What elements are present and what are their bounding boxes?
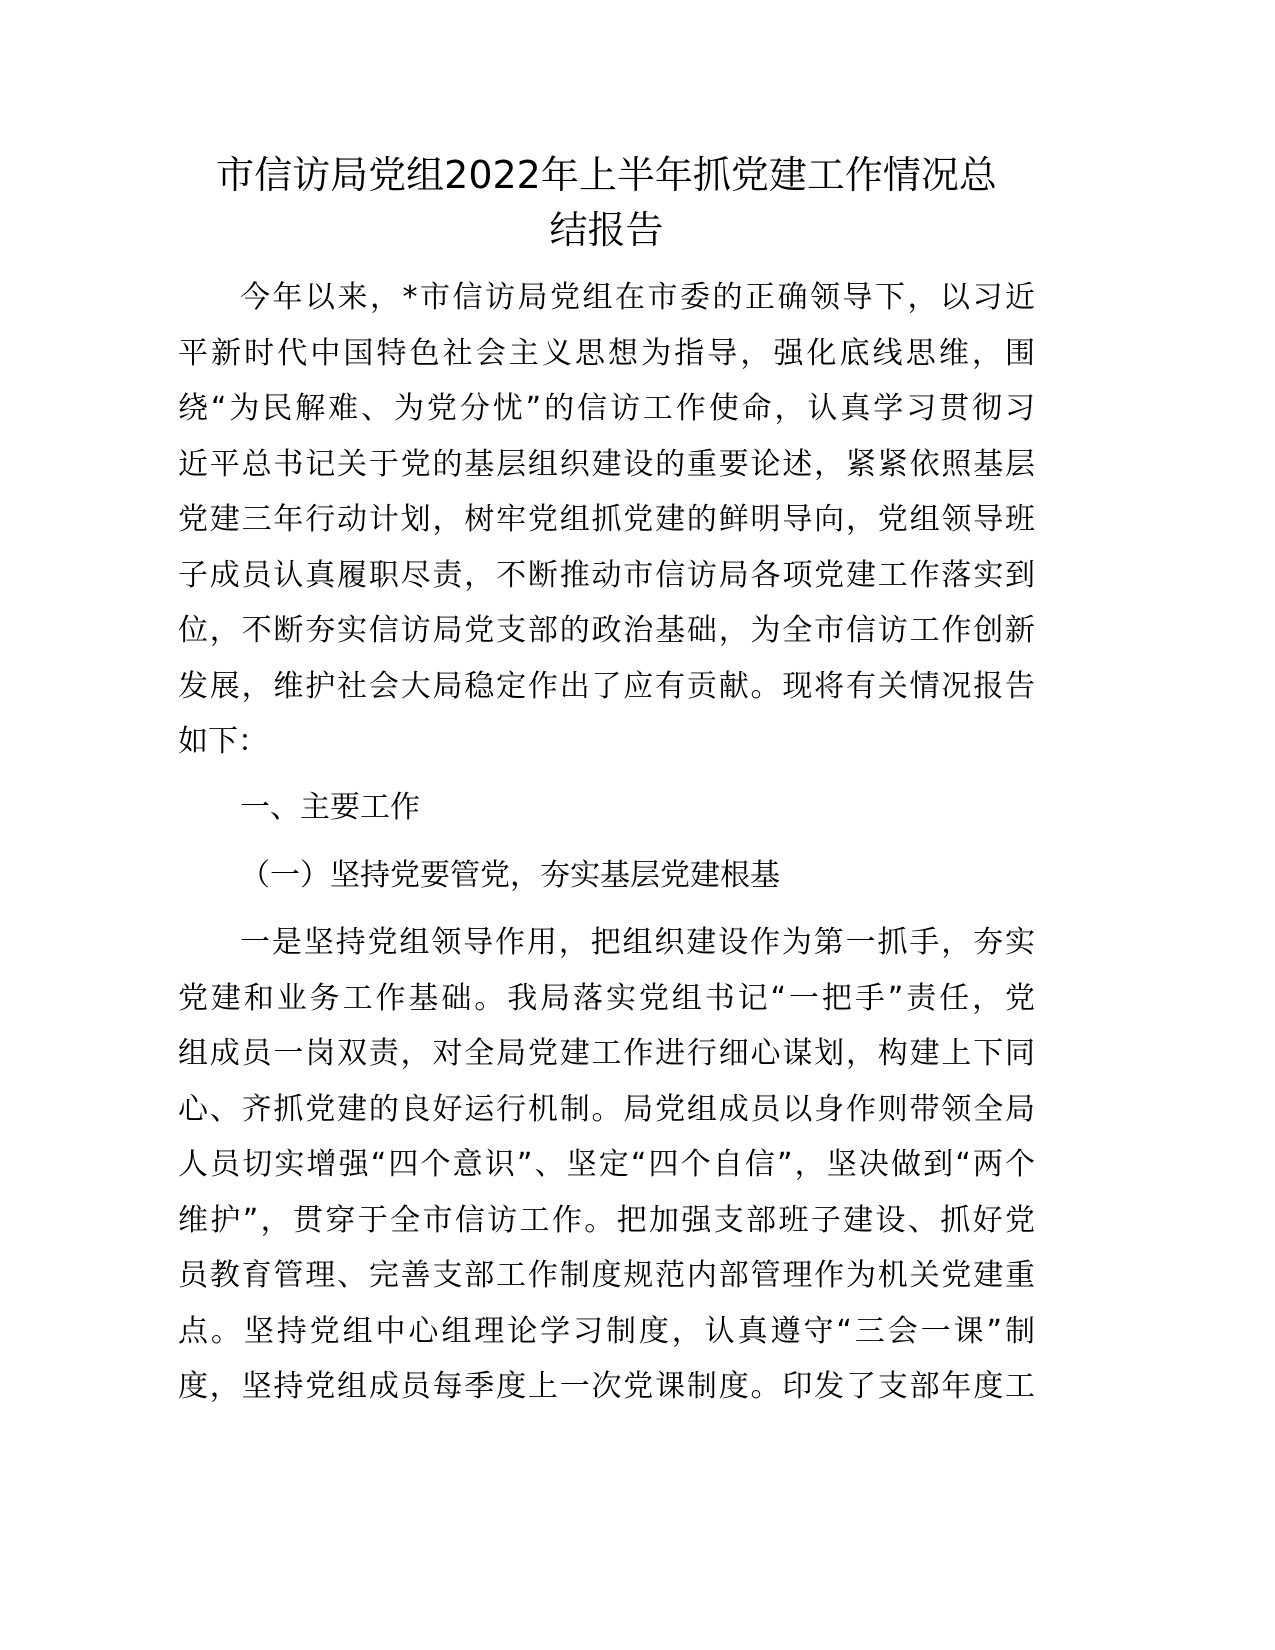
text-line: 一是坚持党组领导作用，把组织建设作为第一抓手，夯实: [240, 925, 1035, 960]
text-line: 位，不断夯实信访局党支部的政治基础，为全市信访工作创新: [178, 613, 1035, 648]
text-line: 心、齐抓党建的良好运行机制。局党组成员以身作则带领全局: [178, 1091, 1035, 1127]
document-title-line-2: 结报告: [549, 208, 664, 252]
text-line: 党建三年行动计划，树牢党组抓党建的鲜明导向，党组领导班: [178, 502, 1035, 537]
document-title-line-1: 市信访局党组2022年上半年抓党建工作情况总: [216, 153, 997, 197]
text-line: 党建和业务工作基础。我局落实党组书记“一把手”责任，党: [178, 980, 1035, 1016]
text-line: 度，坚持党组成员每季度上一次党课制度。印发了支部年度工: [178, 1369, 1035, 1404]
text-line: 维护”，贯穿于全市信访工作。把加强支部班子建设、抓好党: [178, 1202, 1035, 1238]
text-line: 今年以来，*市信访局党组在市委的正确领导下，以习近: [240, 280, 1035, 315]
subsection-heading: （一）坚持党要管党，夯实基层党建根基: [240, 858, 780, 893]
section-heading: 一、主要工作: [240, 790, 420, 825]
text-line: 点。坚持党组中心组理论学习制度，认真遵守“三会一课”制: [178, 1313, 1035, 1349]
text-line: 组成员一岗双责，对全局党建工作进行细心谋划，构建上下同: [178, 1036, 1035, 1071]
text-line: 平新时代中国特色社会主义思想为指导，强化底线思维，围: [178, 335, 1035, 371]
text-line: 如下：: [178, 724, 268, 759]
text-line: 发展，维护社会大局稳定作出了应有贡献。现将有关情况报告: [178, 668, 1035, 704]
text-line: 绕“为民解难、为党分忧”的信访工作使命，认真学习贯彻习: [178, 391, 1035, 426]
text-line: 人员切实增强“四个意识”、坚定“四个自信”，坚决做到“两个: [178, 1147, 1035, 1182]
text-line: 近平总书记关于党的基层组织建设的重要论述，紧紧依照基层: [178, 446, 1035, 482]
text-line: 子成员认真履职尽责，不断推动市信访局各项党建工作落实到: [178, 557, 1035, 593]
text-line: 员教育管理、完善支部工作制度规范内部管理作为机关党建重: [178, 1258, 1035, 1293]
